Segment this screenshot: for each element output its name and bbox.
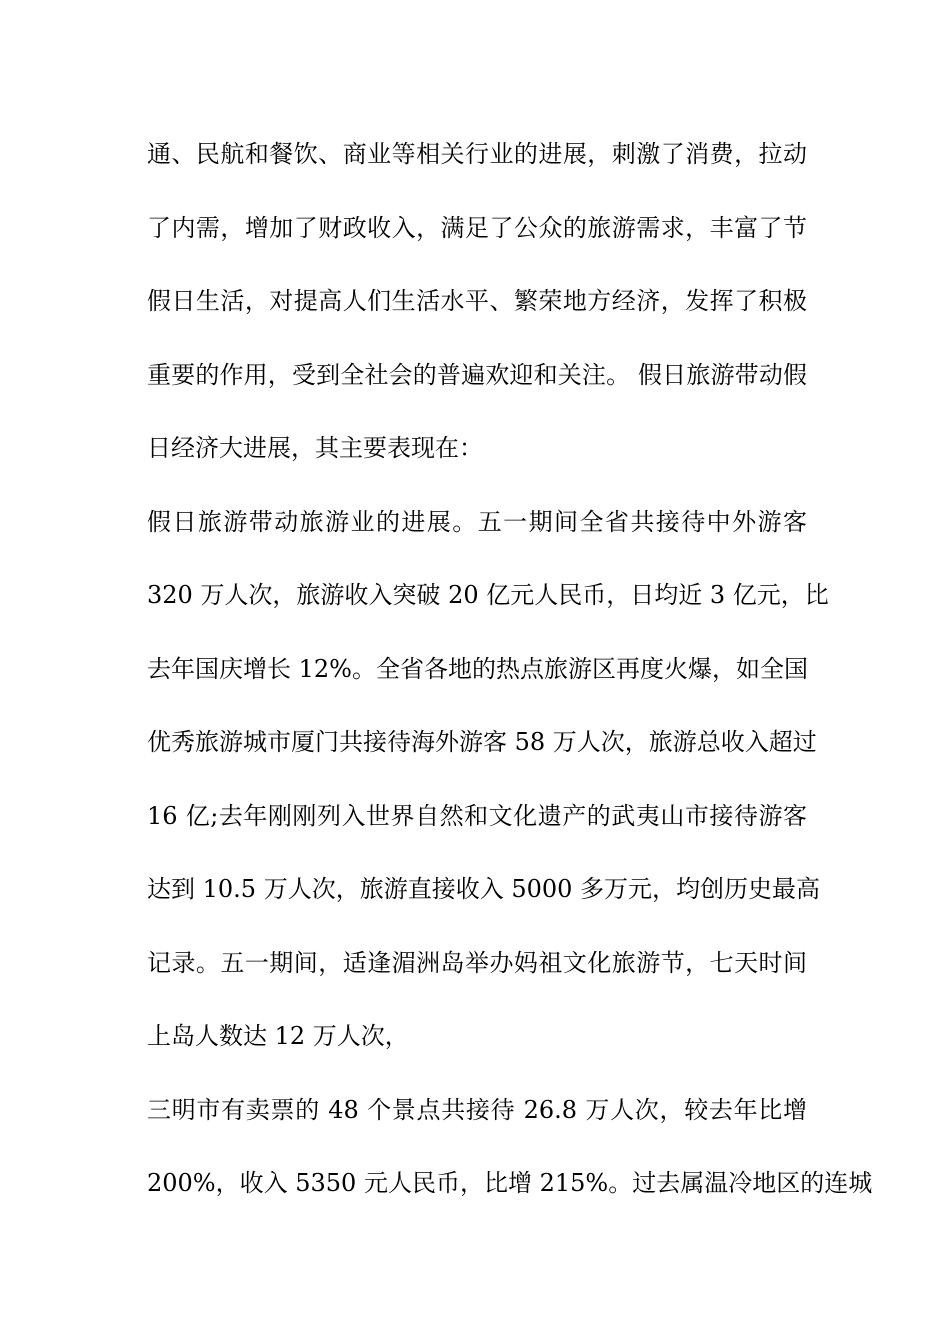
text-line: 上岛人数达 12 万人次， [147,1022,409,1050]
text-line: 320 万人次，旅游收入突破 20 亿元人民币，日均近 3 亿元，比 [147,581,829,609]
text-line: 三明市有卖票的 48 个景点共接待 26.8 万人次，较去年比增 [147,1095,807,1124]
body-text [147,127,873,1230]
text-line: 重要的作用，受到全社会的普遍欢迎和关注。 假日旅游带动假 [147,360,807,389]
text-line: 日经济大进展，其主要表现在： [147,434,483,462]
text-line: 假日生活，对提高人们生活水平、繁荣地方经济，发挥了积极 [147,287,807,315]
text-line: 假日旅游带动旅游业的进展。五一期间全省共接待中外游客 [147,507,807,536]
text-line: 去年国庆增长 12%。全省各地的热点旅游区再度火爆，如全国 [147,654,808,683]
text-line: 记录。五一期间，适逢湄洲岛举办妈祖文化旅游节，七天时间 [147,948,807,977]
text-line: 了内需，增加了财政收入，满足了公众的旅游需求，丰富了节 [147,213,807,242]
text-line: 达到 10.5 万人次，旅游直接收入 5000 多万元，均创历史最高 [147,875,821,903]
text-line: 通、民航和餐饮、商业等相关行业的进展，刺激了消费，拉动 [147,140,807,168]
text-line: 200%，收入 5350 元人民币，比增 215%。过去属温冷地区的连城 [147,1169,873,1197]
text-line: 16 亿;去年刚刚列入世界自然和文化遗产的武夷山市接待游客 [147,801,807,830]
text-line: 优秀旅游城市厦门共接待海外游客 58 万人次，旅游总收入超过 [147,728,817,756]
